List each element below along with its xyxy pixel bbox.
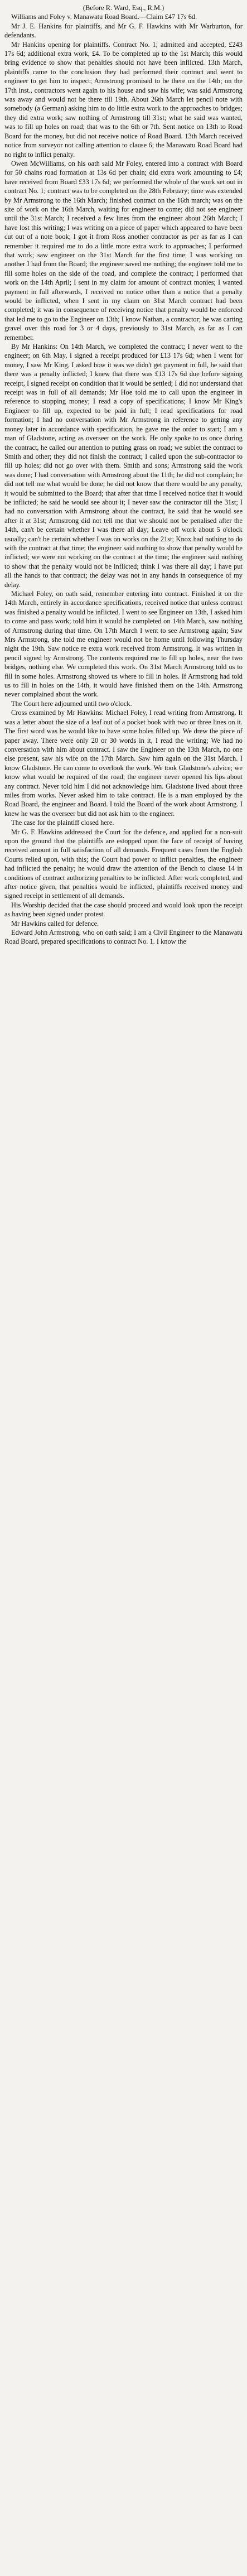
paragraph-foley-evidence: Michael Foley, on oath said, remember entering into contract. Finished it on the 14th March, entirely in accordance specifications, received notice that unless contract was finished a penalty would be inflicted. I went to see Engineer on 13th, I asked him to come and pass work; told him it would be completed on 14th March, saw nothing of Armstrong during that time. On 17th March I went to see Armstrong again; Saw Mrs Armstrong, she told me engineer would not be home until following Thursday night the 19th. Saw notice re extra work received from Armstrong. It was written in pencil signed by Armstrong. The contents required me to fill up holes, near the two bridges, nothing else. We completed this work. On 31st March Armstrong told us to fill in some holes. Armstrong showed us where to fill in holes. If Armstrong had told us to fill in holes on the 14th, it would have finished them on the 14th. Armstrong never complained about the work. — [4, 590, 243, 699]
paragraph-opening: Mr Hankins opening for plaintiffs. Contract No. 1; admitted and accepted, £243 17s 6d; additional extra work, £4. To be completed up to the 1st March; this would bring evidence to show that penalties should not have been inflicted. 13th March, plaintiffs came to the conclusion they had performed their contract and went to engineer to get him to inspect; Armstrong promised to be there on the 14th; on the 17th inst., contractors went again to his house and saw his wife; was said Armstrong was away and would not be there till 19th. About 26th March let pencil note with somebody (a German) asking him to do little extra work to the approaches to bridges; they did extra work; saw nothing of Armstrong till 31st; what he said was wanted, was to fill up holes on road; that was to the 6th or 7th. Sent notice on 13th to Road Board for the money, but did not receive notice of Road Board. 13th March received notice from surveyor not calling attention to clause 6; the Manawatu Road Board had no right to inflict penalty. — [4, 40, 243, 158]
paragraph-defence-called: Mr Hawkins called for defence. — [11, 919, 99, 927]
paragraph-hankins-examination: By Mr Hankins: On 14th March, we completed the contract; I never went to the engineer; on 6th May, I signed a receipt produced for £13 17s 6d; when I went for money, I saw Mr King, I asked how it was we didn't get payment in full, he said that there was a penalty inflicted; I knew that there was £13 17s 6d due before signing receipt, I signed receipt on condition that it would be settled; I did not understand that receipt was in full of all demands; Mr Hoe told me to call upon the engineer in reference to stopping money; I read a copy of specifications; I know Mr King's Engineer to fill up, expected to be paid in full; I read specifications for road formation; I had no conversation with Mr Armstrong in reference to getting any money later in accordance with specification, he gave me the order to start; I am a man of Gladstone, acting as overseer on the work. He only spoke to us once during the contract, he called our attention to putting grass on road; we sublet the contract to Smith and other; they did not finish the contract; I called upon the sub-contractor to fill up holes; did not go over with them. Smith and sons; Armstrong said the work was done; I had conversation with Armstrong about the 11th; he did not complain; he did not tell me what would be done; he did not know that there would be any penalty, it would be submitted to the Board; that after that time I received notice that it would be inflicted; he said he would see about it; I never saw the contractor till the 31st; I had no conversation with Armstrong about the contract, he said that he would see after it at 31st; Armstrong did not tell me that we should not be penalised after the 14th, can't be certain whether I was there all day; Leave off work about 5 o'clock usually; can't be certain whether I was on works on the 21st; Knox had nothing to do with the contract at that time; the engineer said nothing to show that penalty would be inflicted; we were not working on the contract at the time; the engineer said nothing to show that the penalty would not be inflicted; think I was there all day; I have put all the hands to that contract; the delay was not in any hands in consequence of my delay. — [4, 343, 243, 589]
paragraph-case-closed: The case for the plaintiff closed here. — [11, 819, 114, 827]
paragraph-armstrong-evidence: Edward John Armstrong, who on oath said; I am a Civil Engineer to the Manawatu Road Board, prepared specifications to contract No. 1. I know the — [4, 929, 243, 946]
court-heading: (Before R. Ward, Esq., R.M.) — [83, 4, 164, 12]
paragraph-nonsuit-application: Mr G. F. Hawkins addressed the Court for the defence, and applied for a non-suit upon the ground that the plaintiffs are estopped upon the face of receipt of having received amount in full satisfaction of all demands. Frequent cases from the English Courts relied upon, with this; the Court had power to inflict penalties, the engineer had inflicted the penalty; he would draw the attention of the Bench to clause 14 in conditions of contract authorizing penalties to be inflicted. After work completed, and after notice given, that penalties would be inflicted, plaintiffs received money and signed receipt in settlement of all demands. — [4, 828, 243, 900]
paragraph-adjournment: The Court here adjourned until two o'clock. — [11, 699, 132, 708]
paragraph-cross-examination: Cross examined by Mr Hawkins: Michael Foley, I read writing from Armstrong. It was a letter about the size of a leaf out of a pocket book with two or three lines on it. The first word was he would like to have some holes filled up. We drew the piece of paper away. There were only 20 or 30 words in it, I read the writing; We had no conversation with him about contract. I saw the Engineer on the 13th March, no one else present, saw his wife on the 17th March. Saw him again on the 31st March. I know Gladstone. He can come to overlook the work. We took Gladstone's advice; we know what would be required of the road; the engineer never opened his lips about any contract. Never told him I did not acknowledge him. Gladstone lived about three miles from works. Never asked him to take contract. He is a man employed by the Road Board, the engineer and Board. I told the Board of the work about Armstrong. I knew he was the overseer but did not ask him to the engineer. — [4, 709, 243, 818]
paragraph-mcwilliams-evidence: Owen McWilliams, on his oath said Mr Foley, entered into a contract with Board for 50 chains road formation at 13s 6d per chain; did extra work amounting to £4; have received from Board £33 17s 6d; we performed the whole of the work set out in contract No. 1; contract was to be completed on the 28th February; time was extended by Mr Armstrong to the 16th March; finished contract on the 16th march; was on the site of work on the 16th March, waiting for engineer to come; did not see engineer until the 31st March; I received a few lines from the engineer about 26th March; I have lost this writing; I was writing on a piece of paper which appeared to have been cut out of a note book; I got it from Ross another contractor as per as far as I can remember it required me to do a little more extra work to approaches; I performed that work; saw engineer on the 31st March for the first time; I was working on another I had from the Board; the engineer saved me nothing; the engineer told me to fill some holes on the side of the road, and complete the contract; I performed that work on the 14th April; I sent in my claim for amount of contract monies; I wanted payment in full afterwards, I received no notice other than a notice that a penalty would be inflicted, when I sent in my claim on 31st March contract had been completed; it was in consequence of receiving notice that penalty would be enforced that led me to go to the Engineer on 13th; I know Nathan, a contractor; he was carting gravel over this road for 3 or 4 days, previously to 31st March, as far as I can remember. — [4, 159, 243, 342]
case-title: Williams and Foley v. Manawatu Road Board.—Claim £47 17s 6d. — [11, 13, 197, 21]
paragraph-counsel: Mr J. E. Hankins for plaintiffs, and Mr G. F. Hawkins with Mr Warburton, for defendants. — [4, 22, 243, 40]
paragraph-worship-decision: His Worship decided that the case should proceed and would look upon the receipt as having been signed under protest. — [4, 901, 243, 919]
